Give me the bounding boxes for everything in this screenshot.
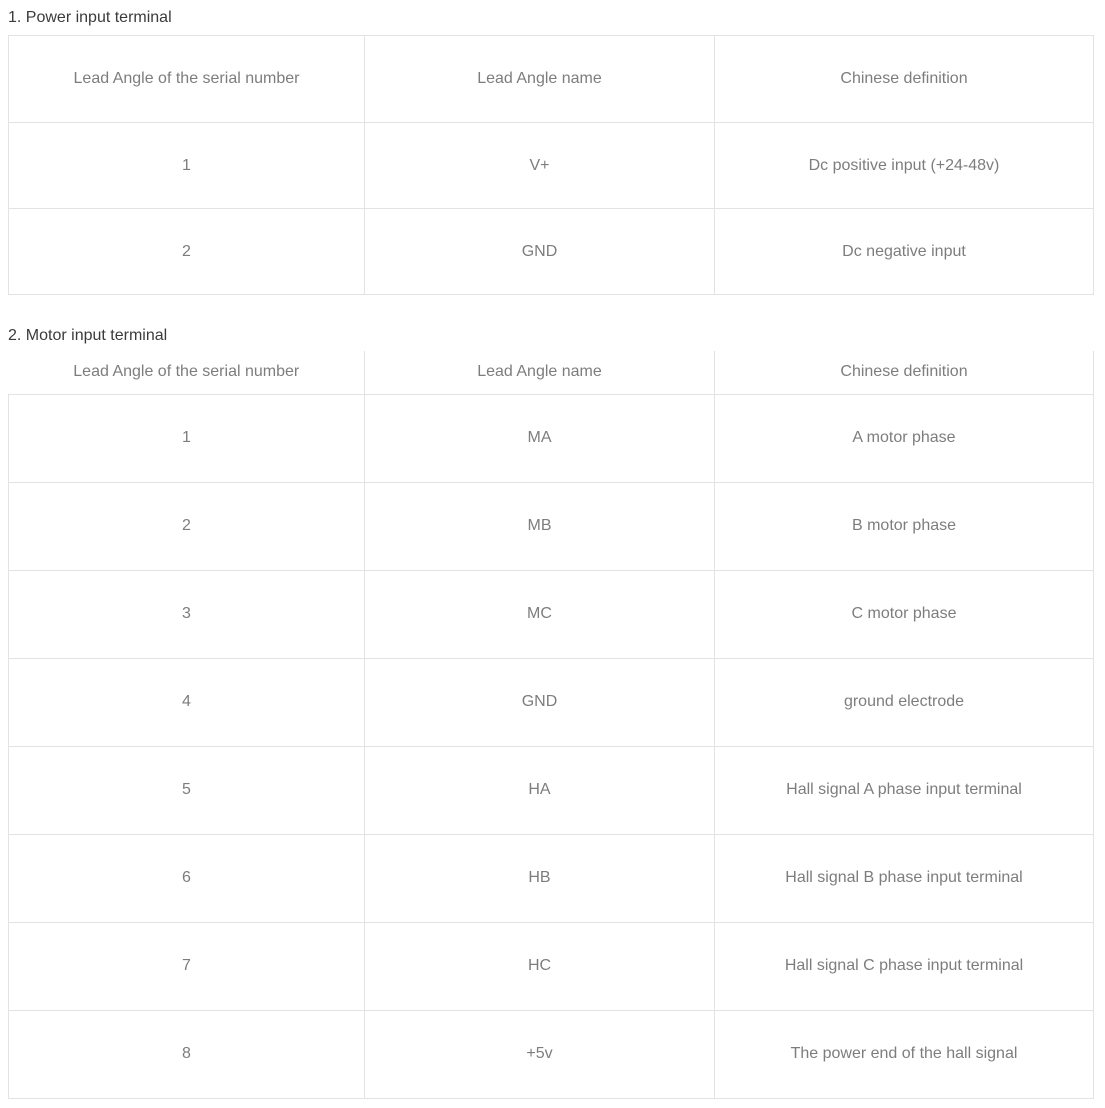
cell-lead-angle-name: MA (365, 394, 715, 482)
table-row (9, 209, 1094, 295)
table-row (9, 1010, 1094, 1098)
cell-serial-number: 5 (9, 746, 365, 834)
column-header-lead-angle-name: Lead Angle name (365, 351, 715, 394)
cell-lead-angle-name: MB (365, 482, 715, 570)
cell-lead-angle-name: HB (365, 834, 715, 922)
cell-chinese-definition: A motor phase (715, 394, 1094, 482)
cell-serial-number: 7 (9, 922, 365, 1010)
cell-serial-number: 1 (9, 123, 365, 209)
column-header-serial-number: Lead Angle of the serial number (9, 351, 365, 394)
table-row (9, 123, 1094, 209)
table-row (9, 658, 1094, 746)
cell-lead-angle-name: MC (365, 570, 715, 658)
table-row (9, 746, 1094, 834)
cell-lead-angle-name: HC (365, 922, 715, 1010)
cell-chinese-definition: Hall signal B phase input terminal (715, 834, 1094, 922)
table-row (9, 394, 1094, 482)
table-row (9, 482, 1094, 570)
cell-chinese-definition: C motor phase (715, 570, 1094, 658)
cell-serial-number: 3 (9, 570, 365, 658)
cell-chinese-definition: B motor phase (715, 482, 1094, 570)
cell-chinese-definition: Hall signal A phase input terminal (715, 746, 1094, 834)
cell-lead-angle-name: V+ (365, 123, 715, 209)
cell-serial-number: 4 (9, 658, 365, 746)
cell-serial-number: 2 (9, 209, 365, 295)
column-header-serial-number: Lead Angle of the serial number (9, 36, 365, 123)
motor-input-table (8, 351, 1094, 1099)
cell-chinese-definition: Dc negative input (715, 209, 1094, 295)
cell-lead-angle-name: GND (365, 209, 715, 295)
cell-lead-angle-name: +5v (365, 1010, 715, 1098)
cell-chinese-definition: Dc positive input (+24-48v) (715, 123, 1094, 209)
cell-chinese-definition: The power end of the hall signal (715, 1010, 1094, 1098)
cell-lead-angle-name: GND (365, 658, 715, 746)
cell-lead-angle-name: HA (365, 746, 715, 834)
cell-serial-number: 2 (9, 482, 365, 570)
table-row (9, 570, 1094, 658)
cell-serial-number: 6 (9, 834, 365, 922)
table-row (9, 922, 1094, 1010)
cell-chinese-definition: ground electrode (715, 658, 1094, 746)
cell-serial-number: 8 (9, 1010, 365, 1098)
cell-chinese-definition: Hall signal C phase input terminal (715, 922, 1094, 1010)
section-title-motor-input: 2. Motor input terminal (8, 327, 168, 344)
header-row (9, 351, 1094, 394)
column-header-chinese-definition: Chinese definition (715, 351, 1094, 394)
table-row (9, 834, 1094, 922)
section-title-power-input: 1. Power input terminal (8, 9, 172, 26)
header-row (9, 36, 1094, 123)
cell-serial-number: 1 (9, 394, 365, 482)
power-input-table (8, 35, 1094, 295)
column-header-chinese-definition: Chinese definition (715, 36, 1094, 123)
column-header-lead-angle-name: Lead Angle name (365, 36, 715, 123)
